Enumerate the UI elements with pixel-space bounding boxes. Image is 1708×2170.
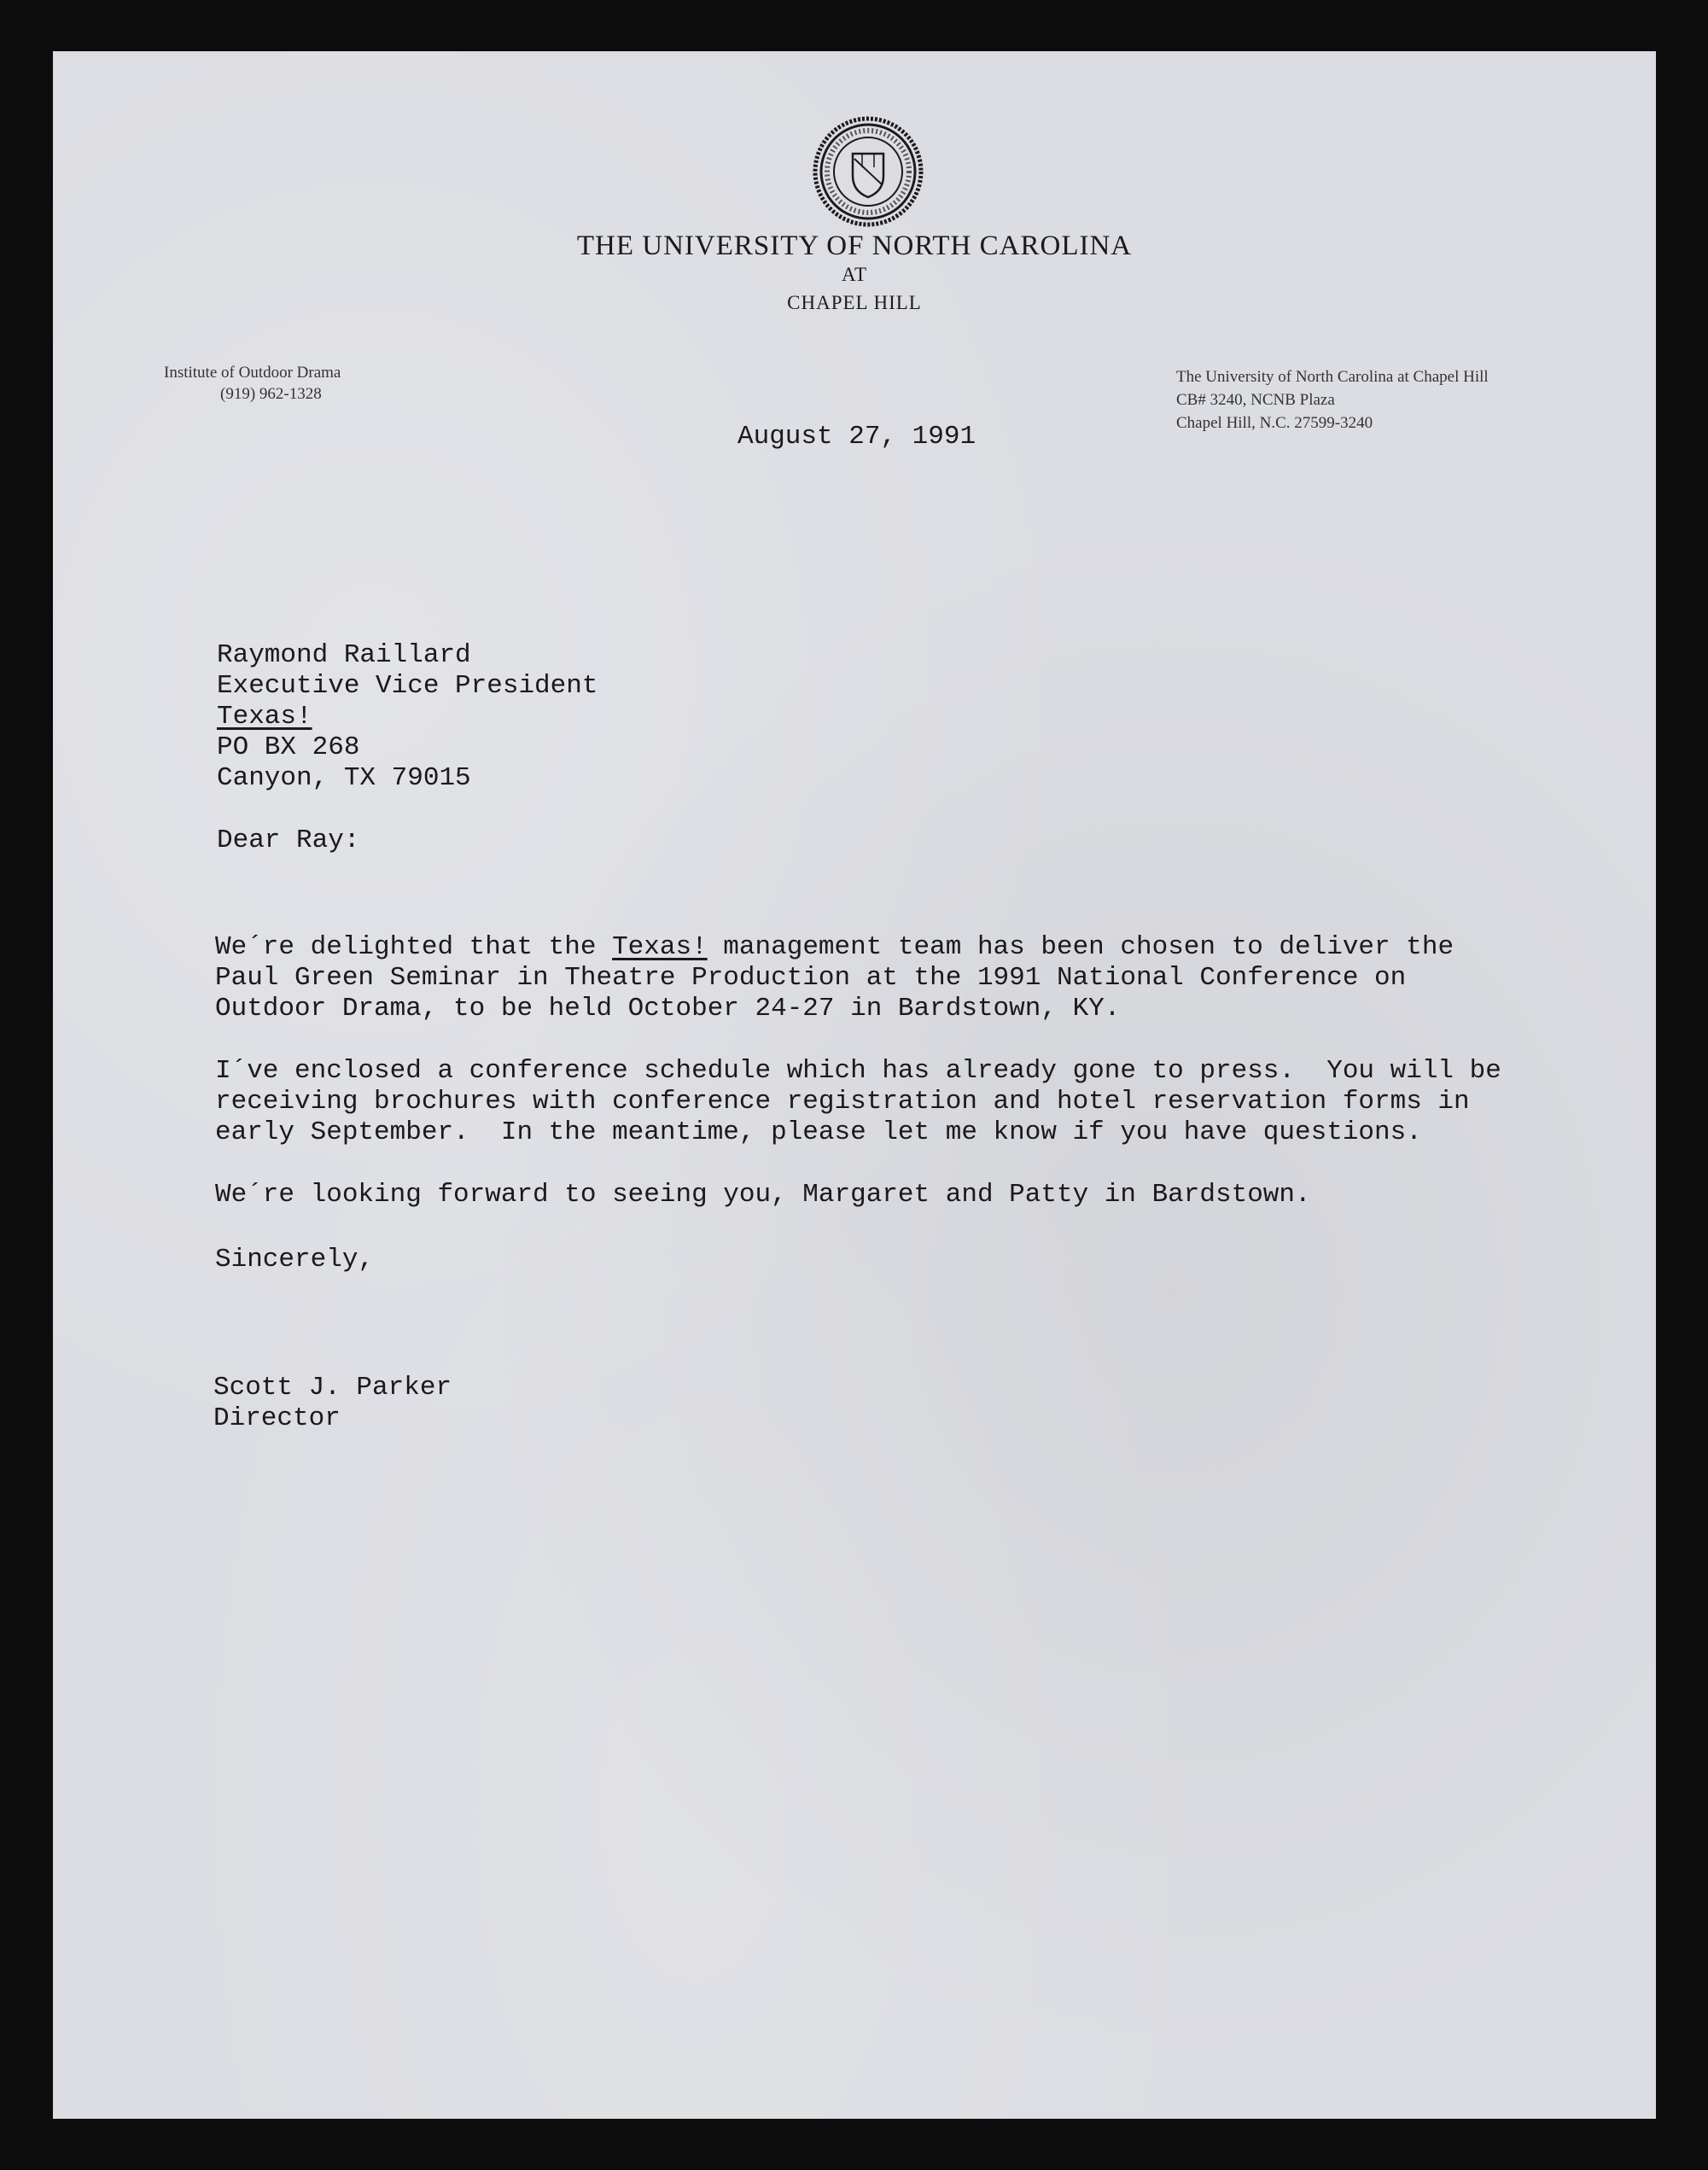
letter-page (53, 51, 1656, 2119)
paragraph-line: receiving brochures with conference registration and hotel reservation forms in (215, 1087, 1470, 1117)
paragraph-line: Paul Green Seminar in Theatre Production at the 1991 National Conference on (215, 963, 1407, 993)
department-phone: (919) 962-1328 (220, 385, 322, 403)
paragraph-line: We´re looking forward to seeing you, Margaret and Patty in Bardstown. (215, 1180, 1311, 1210)
paragraph-line: early September. In the meantime, please let me know if you have questions. (215, 1117, 1422, 1147)
text-span: We´re delighted that the (215, 932, 613, 962)
address-line: Chapel Hill, N.C. 27599-3240 (1176, 414, 1373, 432)
closing: Sincerely, (215, 1245, 375, 1275)
recipient-organization: Texas! (217, 702, 312, 732)
show-title: Texas! (612, 932, 708, 962)
university-campus: CHAPEL HILL (787, 292, 922, 313)
signer-name: Scott J. Parker (213, 1373, 452, 1403)
recipient-po-box: PO BX 268 (217, 732, 360, 762)
university-seal-icon (813, 116, 924, 227)
salutation: Dear Ray: (217, 825, 360, 855)
recipient-title: Executive Vice President (217, 671, 598, 701)
body-paragraph (215, 1056, 1501, 1148)
text-span: management team has been chosen to deliver the (707, 932, 1454, 962)
body-paragraph (215, 932, 1454, 1024)
department-block (164, 362, 341, 405)
body-paragraph (215, 1180, 1311, 1210)
university-at: AT (841, 264, 868, 285)
university-name: THE UNIVERSITY OF NORTH CAROLINA (576, 230, 1133, 261)
recipient-name: Raymond Raillard (217, 640, 471, 670)
address-line: The University of North Carolina at Chapel Hill (1176, 368, 1489, 386)
address-line: CB# 3240, NCNB Plaza (1176, 391, 1335, 409)
recipient-city: Canyon, TX 79015 (217, 763, 471, 793)
paragraph-line: I´ve enclosed a conference schedule which has already gone to press. You will be (215, 1056, 1501, 1086)
signer-title: Director (213, 1403, 341, 1433)
recipient-block (217, 640, 598, 794)
signature-block (213, 1373, 452, 1434)
department-name: Institute of Outdoor Drama (164, 364, 341, 382)
letter-date: August 27, 1991 (737, 422, 976, 452)
mailing-address (1176, 365, 1489, 435)
paragraph-line: Outdoor Drama, to be held October 24-27 in Bardstown, KY. (215, 994, 1121, 1024)
